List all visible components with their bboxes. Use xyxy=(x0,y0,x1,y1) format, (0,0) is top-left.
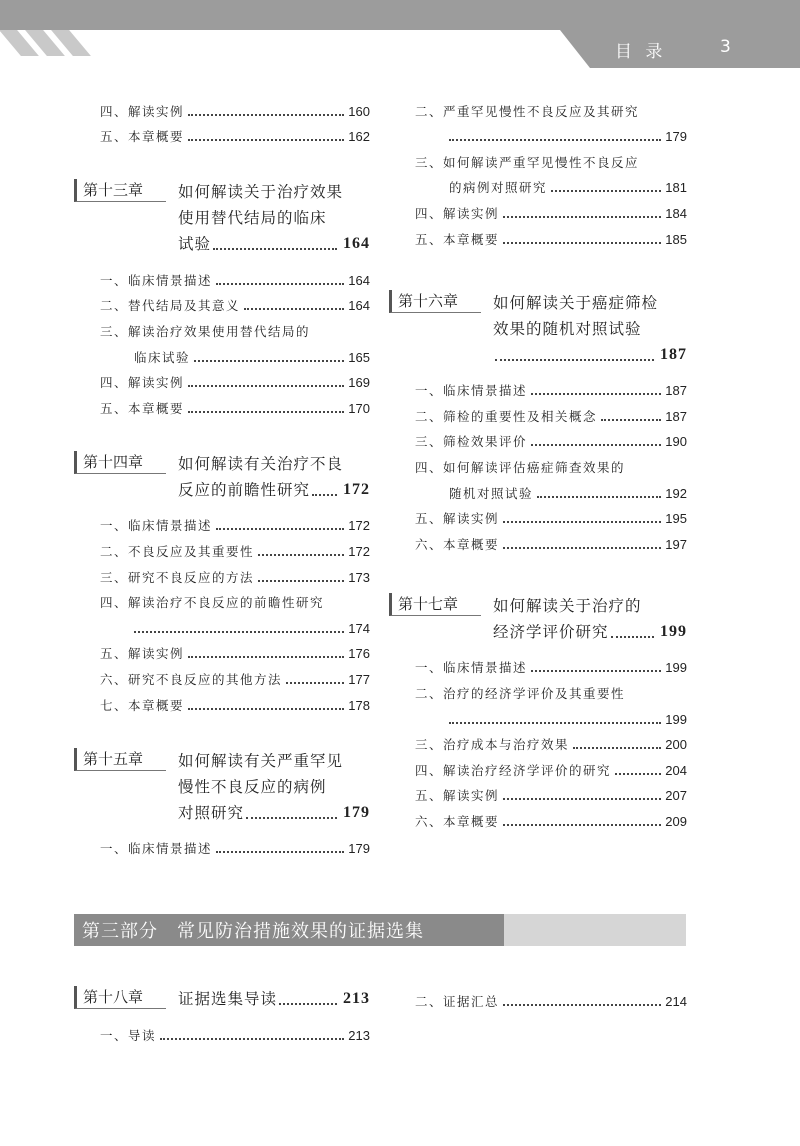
page-number: 3 xyxy=(720,37,731,57)
chapter-title-line: 证据选集导读 xyxy=(178,990,278,1008)
entry-page: 179 xyxy=(348,841,370,857)
entry-page: 187 xyxy=(665,408,687,424)
toc-entry[interactable] xyxy=(415,678,687,704)
chapter-title-line: 如何解读关于治疗效果 xyxy=(178,183,344,202)
entry-page: 160 xyxy=(348,103,370,119)
toc-entry[interactable] xyxy=(100,690,370,716)
chapter-page: 179 xyxy=(343,803,370,821)
section-title: 目 录 xyxy=(615,42,667,62)
entry-page: 170 xyxy=(348,400,370,416)
toc-entry[interactable] xyxy=(415,781,687,807)
entry-title: 二、证据汇总 xyxy=(415,993,500,1009)
toc-entry[interactable] xyxy=(100,613,370,639)
chapter-title-line: 效果的随机对照试验 xyxy=(493,319,642,338)
entry-title: 三、解读治疗效果使用替代结局的 xyxy=(100,323,311,339)
toc-entry[interactable] xyxy=(100,342,370,368)
entry-page: 213 xyxy=(348,1027,370,1043)
toc-bottom-right xyxy=(415,986,687,1012)
toc-entry[interactable] xyxy=(100,291,370,317)
entry-title: 三、研究不良反应的方法 xyxy=(100,569,255,585)
entry-page: 199 xyxy=(665,660,687,676)
entry-title: 二、替代结局及其意义 xyxy=(100,298,241,314)
entry-title: 三、治疗成本与治疗效果 xyxy=(415,737,570,753)
part-title: 第三部分 常见防治措施效果的证据选集 xyxy=(82,921,424,942)
chapter-label: 第十六章 xyxy=(389,290,481,313)
entry-title: 五、解读实例 xyxy=(415,511,500,527)
chapter-title-line: 如何解读关于治疗的 xyxy=(493,596,642,615)
page-header xyxy=(0,0,800,70)
entry-title: 四、解读实例 xyxy=(100,375,185,391)
chapter-title-line: 试验 xyxy=(178,235,212,254)
entry-title: 一、临床情景描述 xyxy=(100,272,213,288)
entry-page: 164 xyxy=(348,272,370,288)
entry-title: 六、本章概要 xyxy=(415,536,500,552)
toc-right-column xyxy=(398,96,687,832)
toc-entry[interactable] xyxy=(100,122,370,148)
chapter-page: 213 xyxy=(343,990,370,1007)
entry-title: 一、临床情景描述 xyxy=(415,383,528,399)
entry-title: 三、筛检效果评价 xyxy=(415,434,528,450)
toc-entry[interactable] xyxy=(415,806,687,832)
entry-page: 165 xyxy=(348,349,370,365)
chapter-title-line: 对照研究 xyxy=(178,803,245,822)
entry-title: 一、导读 xyxy=(100,1027,157,1043)
entry-page: 209 xyxy=(665,813,687,829)
entry-title: 二、筛检的重要性及相关概念 xyxy=(415,408,598,424)
entry-page: 199 xyxy=(665,711,687,727)
chapter-label: 第十四章 xyxy=(74,451,166,474)
chapter-13[interactable] xyxy=(83,179,370,257)
entry-page: 172 xyxy=(348,543,370,559)
chapter-title-line: 反应的前瞻性研究 xyxy=(178,480,311,499)
entry-title: 五、本章概要 xyxy=(100,400,185,416)
entry-title: 临床试验 xyxy=(134,349,191,365)
part-banner-light xyxy=(504,914,686,946)
entry-title: 二、不良反应及其重要性 xyxy=(100,543,255,559)
chapter-label: 第十三章 xyxy=(74,179,166,202)
toc-entry[interactable] xyxy=(415,198,687,224)
toc-entry[interactable] xyxy=(100,664,370,690)
entry-title: 一、临床情景描述 xyxy=(100,518,213,534)
chapter-title-line: 使用替代结局的临床 xyxy=(178,209,327,228)
entry-page: 200 xyxy=(665,737,687,753)
entry-page: 181 xyxy=(665,180,687,196)
toc-entry[interactable] xyxy=(415,122,687,148)
entry-page: 192 xyxy=(665,485,687,501)
entry-page: 187 xyxy=(665,383,687,399)
toc-entry[interactable] xyxy=(415,529,687,555)
toc-entry[interactable] xyxy=(415,730,687,756)
toc-entry[interactable] xyxy=(100,562,370,588)
entry-title: 四、解读治疗不良反应的前瞻性研究 xyxy=(100,595,325,611)
entry-title: 四、解读实例 xyxy=(100,103,185,119)
entry-title: 六、本章概要 xyxy=(415,813,500,829)
toc-entry[interactable] xyxy=(100,639,370,665)
entry-title: 随机对照试验 xyxy=(449,485,534,501)
toc-entry[interactable] xyxy=(415,401,687,427)
entry-page: 195 xyxy=(665,511,687,527)
toc-entry[interactable] xyxy=(415,504,687,530)
toc-entry[interactable] xyxy=(415,224,687,250)
chapter-label: 第十八章 xyxy=(74,986,166,1009)
entry-title: 四、解读治疗经济学评价的研究 xyxy=(415,762,612,778)
toc-entry[interactable] xyxy=(100,265,370,291)
toc-entry[interactable] xyxy=(100,588,370,614)
toc-entry[interactable] xyxy=(100,511,370,537)
entry-title: 五、本章概要 xyxy=(415,231,500,247)
toc-entry[interactable] xyxy=(415,376,687,402)
chapter-label: 第十七章 xyxy=(389,593,481,616)
entry-title: 二、治疗的经济学评价及其重要性 xyxy=(415,685,626,701)
entry-page: 214 xyxy=(665,993,687,1009)
entry-page: 207 xyxy=(665,788,687,804)
entry-title: 一、临床情景描述 xyxy=(100,841,213,857)
entry-page: 204 xyxy=(665,762,687,778)
toc-entry[interactable] xyxy=(415,986,687,1012)
chapter-page: 187 xyxy=(660,345,687,363)
toc-entry[interactable] xyxy=(415,427,687,453)
toc-entry[interactable] xyxy=(100,316,370,342)
entry-title: 五、解读实例 xyxy=(415,788,500,804)
entry-page: 172 xyxy=(348,518,370,534)
entry-title: 五、解读实例 xyxy=(100,646,185,662)
chapter-title-line: 如何解读有关严重罕见 xyxy=(178,751,344,770)
chapter-title-line: 如何解读有关治疗不良 xyxy=(178,454,344,473)
chapter-15[interactable] xyxy=(83,748,370,826)
entry-title: 四、如何解读评估癌症筛查效果的 xyxy=(415,459,626,475)
chapter-17[interactable] xyxy=(398,593,687,645)
chapter-14[interactable] xyxy=(83,451,370,503)
entry-page: 185 xyxy=(665,231,687,247)
entry-page: 190 xyxy=(665,434,687,450)
chapter-page: 199 xyxy=(660,622,687,640)
entry-page: 169 xyxy=(348,375,370,391)
entry-page: 162 xyxy=(348,129,370,145)
toc-bottom-left xyxy=(83,968,370,1046)
entry-page: 177 xyxy=(348,671,370,687)
chapter-page: 172 xyxy=(343,480,370,498)
chapter-title-line: 慢性不良反应的病例 xyxy=(178,777,327,796)
chapter-18[interactable] xyxy=(83,986,370,1012)
toc-entry[interactable] xyxy=(100,834,370,860)
toc-entry[interactable] xyxy=(415,653,687,679)
entry-title: 二、严重罕见慢性不良反应及其研究 xyxy=(415,103,640,119)
header-tab-slope xyxy=(560,30,590,68)
entry-page: 184 xyxy=(665,205,687,221)
toc-entry[interactable] xyxy=(415,452,687,478)
part-banner[interactable] xyxy=(74,914,686,946)
toc-entry[interactable] xyxy=(415,96,687,122)
entry-page: 178 xyxy=(348,697,370,713)
chapter-page: 164 xyxy=(343,235,370,253)
chapter-title-line: 经济学评价研究 xyxy=(493,622,609,641)
toc-entry[interactable] xyxy=(415,704,687,730)
toc-entry[interactable] xyxy=(100,393,370,419)
chapter-16[interactable] xyxy=(398,290,687,368)
entry-title: 七、本章概要 xyxy=(100,697,185,713)
entry-title: 四、解读实例 xyxy=(415,205,500,221)
chapter-label: 第十五章 xyxy=(74,748,166,771)
entry-page: 174 xyxy=(348,620,370,636)
toc-entry[interactable] xyxy=(100,536,370,562)
entry-title: 五、本章概要 xyxy=(100,129,185,145)
entry-page: 179 xyxy=(665,129,687,145)
toc-entry[interactable] xyxy=(100,368,370,394)
entry-page: 176 xyxy=(348,646,370,662)
entry-page: 173 xyxy=(348,569,370,585)
toc-left-column xyxy=(83,96,370,859)
toc-entry[interactable] xyxy=(415,478,687,504)
toc-entry[interactable] xyxy=(415,173,687,199)
toc-entry[interactable] xyxy=(100,96,370,122)
header-band xyxy=(0,0,800,30)
toc-entry[interactable] xyxy=(100,1020,370,1046)
entry-title: 六、研究不良反应的其他方法 xyxy=(100,671,283,687)
entry-title: 一、临床情景描述 xyxy=(415,660,528,676)
toc-entry[interactable] xyxy=(415,147,687,173)
entry-title: 三、如何解读严重罕见慢性不良反应 xyxy=(415,154,640,170)
toc-entry[interactable] xyxy=(415,755,687,781)
entry-page: 164 xyxy=(348,298,370,314)
chapter-title-line: 如何解读关于癌症筛检 xyxy=(493,293,659,312)
entry-title: 的病例对照研究 xyxy=(449,180,548,196)
entry-page: 197 xyxy=(665,536,687,552)
